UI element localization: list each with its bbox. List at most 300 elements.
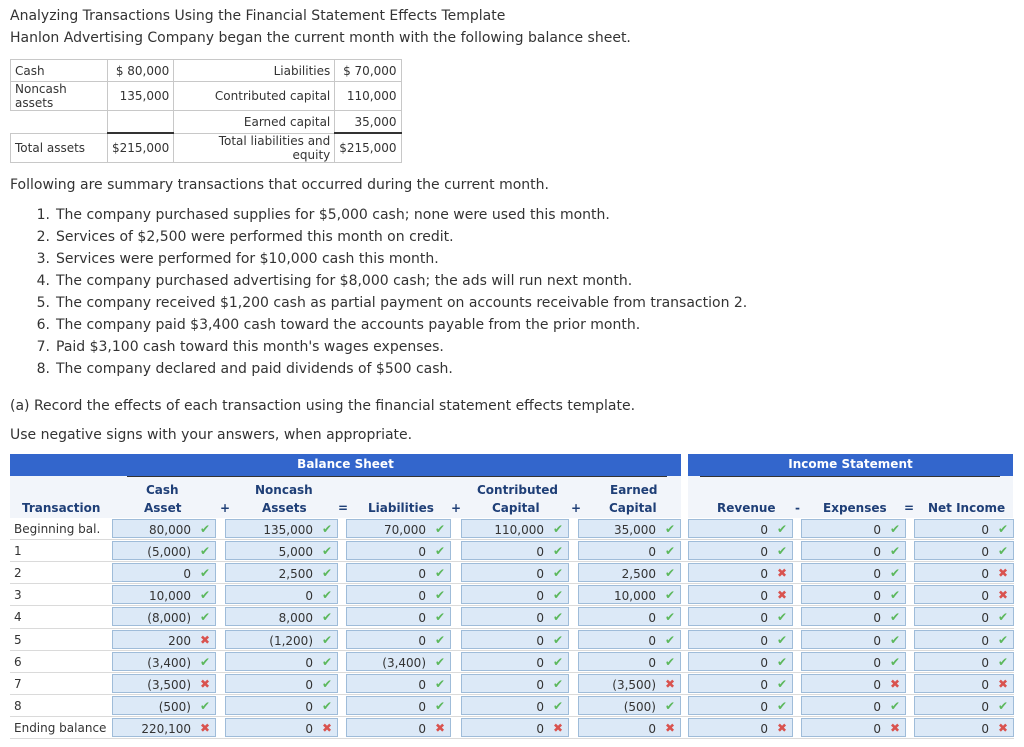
- check-icon: ✔: [434, 566, 445, 581]
- check-icon: ✔: [889, 588, 900, 603]
- ni-value: 0: [981, 567, 989, 582]
- bs-right-label: Earned capital: [174, 111, 335, 134]
- is-header-rule: [700, 476, 1000, 477]
- contrib-value: 0: [536, 633, 544, 648]
- rev-input[interactable]: [688, 652, 793, 671]
- check-icon: ✔: [199, 654, 210, 669]
- bs-left-value: 135,000: [108, 82, 174, 111]
- col-minus: -: [795, 501, 800, 515]
- exp-input[interactable]: [801, 696, 906, 715]
- contrib-input[interactable]: [461, 674, 569, 693]
- check-icon: ✔: [776, 522, 787, 536]
- income-statement-header: [688, 454, 1013, 476]
- row-label: 8: [14, 698, 22, 713]
- bs-left-value: $ 80,000: [108, 60, 174, 82]
- col-liabilities: Liabilities: [368, 501, 434, 515]
- transaction-number: 8.: [36, 361, 50, 377]
- contrib-input[interactable]: [461, 541, 569, 560]
- bs-left-label: [11, 111, 108, 134]
- liab-input[interactable]: [346, 674, 451, 693]
- liab-input[interactable]: [346, 541, 451, 560]
- check-icon: ✔: [434, 654, 445, 669]
- noncash-input[interactable]: [225, 652, 338, 671]
- ni-value: 0: [981, 677, 989, 692]
- bs-left-value: $215,000: [108, 133, 174, 162]
- ni-value: 0: [981, 655, 989, 670]
- check-icon: ✔: [997, 544, 1008, 559]
- earned-input[interactable]: [578, 519, 681, 538]
- earned-input[interactable]: [578, 541, 681, 560]
- col-cash-2: Asset: [144, 501, 182, 515]
- cash-input[interactable]: [112, 519, 216, 538]
- ni-input[interactable]: [914, 652, 1014, 671]
- transaction-item: [28, 314, 747, 336]
- earned-value: (500): [623, 699, 656, 714]
- noncash-value: 0: [305, 677, 313, 692]
- transaction-item: [28, 248, 747, 270]
- rev-value: 0: [760, 721, 768, 736]
- exp-value: 0: [873, 589, 881, 604]
- bs-right-value: $ 70,000: [335, 60, 401, 82]
- row-divider: [10, 672, 1014, 673]
- rev-input[interactable]: [688, 630, 793, 649]
- col-expenses: Expenses: [823, 501, 887, 515]
- rev-value: 0: [760, 677, 768, 692]
- check-icon: ✔: [321, 654, 332, 669]
- check-icon: ✔: [199, 522, 210, 536]
- liab-value: (3,400): [382, 655, 426, 670]
- bs-right-label: Total liabilities and equity: [174, 133, 335, 162]
- row-divider: [10, 738, 1014, 739]
- row-divider: [10, 561, 1014, 562]
- check-icon: ✔: [552, 676, 563, 691]
- transaction-number: 6.: [36, 317, 50, 333]
- x-icon: ✖: [997, 566, 1008, 581]
- check-icon: ✔: [434, 698, 445, 713]
- liab-input[interactable]: [346, 585, 451, 604]
- liab-input[interactable]: [346, 519, 451, 538]
- liab-value: 0: [418, 611, 426, 626]
- cash-input[interactable]: [112, 718, 216, 737]
- contrib-input[interactable]: [461, 563, 569, 582]
- check-icon: ✔: [997, 632, 1008, 647]
- contrib-input[interactable]: [461, 519, 569, 538]
- x-icon: ✖: [321, 720, 332, 735]
- ni-input[interactable]: [914, 585, 1014, 604]
- contrib-value: 0: [536, 589, 544, 604]
- contrib-input[interactable]: [461, 696, 569, 715]
- intro-text: Following are summary transactions that occurred during the current month.: [10, 177, 549, 193]
- bs-right-value: 35,000: [335, 111, 401, 134]
- contrib-value: 0: [536, 721, 544, 736]
- cash-value: (5,000): [147, 545, 191, 560]
- liab-input[interactable]: [346, 607, 451, 626]
- check-icon: ✔: [776, 544, 787, 559]
- check-icon: ✔: [997, 654, 1008, 669]
- liab-input[interactable]: [346, 563, 451, 582]
- transaction-item: [28, 358, 747, 380]
- bs-left-label: Noncash assets: [11, 82, 108, 111]
- bs-header-rule: [127, 476, 667, 477]
- rev-value: 0: [760, 633, 768, 648]
- liab-value: 0: [418, 589, 426, 604]
- transaction-number: 7.: [36, 339, 50, 355]
- exp-value: 0: [873, 567, 881, 582]
- liab-value: 0: [418, 721, 426, 736]
- check-icon: ✔: [664, 566, 675, 581]
- rev-input[interactable]: [688, 718, 793, 737]
- contrib-value: 0: [536, 699, 544, 714]
- earned-input[interactable]: [578, 630, 681, 649]
- bs-row: [11, 111, 402, 134]
- cash-input[interactable]: [112, 696, 216, 715]
- x-icon: ✖: [997, 676, 1008, 691]
- earned-value: 10,000: [614, 589, 656, 604]
- col-plus-1: +: [220, 501, 231, 515]
- transaction-item: [28, 270, 747, 292]
- ni-input[interactable]: [914, 563, 1014, 582]
- row-label: 6: [14, 654, 22, 669]
- earned-value: 2,500: [621, 567, 656, 582]
- row-label: 2: [14, 566, 22, 581]
- contrib-value: 0: [536, 567, 544, 582]
- cash-value: (3,400): [147, 655, 191, 670]
- noncash-value: 0: [305, 655, 313, 670]
- earned-value: (3,500): [612, 677, 656, 692]
- contrib-input[interactable]: [461, 630, 569, 649]
- noncash-input[interactable]: [225, 696, 338, 715]
- transaction-list: [28, 204, 747, 380]
- col-contrib-1: Contributed: [477, 483, 558, 497]
- rev-value: 0: [760, 523, 768, 537]
- ni-input[interactable]: [914, 674, 1014, 693]
- bs-row: [11, 60, 402, 82]
- earned-input[interactable]: [578, 674, 681, 693]
- exp-value: 0: [873, 677, 881, 692]
- row-label: Beginning bal.: [14, 522, 101, 536]
- noncash-value: 0: [305, 721, 313, 736]
- col-equals-2: =: [904, 501, 915, 515]
- earned-value: 0: [648, 611, 656, 626]
- transaction-text: The company received $1,200 cash as partial payment on accounts receivable from transaction 2.: [56, 295, 748, 311]
- contrib-input[interactable]: [461, 585, 569, 604]
- cash-input[interactable]: [112, 563, 216, 582]
- contrib-value: 0: [536, 677, 544, 692]
- check-icon: ✔: [889, 522, 900, 536]
- check-icon: ✔: [552, 566, 563, 581]
- row-label: 1: [14, 544, 22, 559]
- col-equals-1: =: [338, 501, 349, 515]
- contrib-value: 0: [536, 611, 544, 626]
- row-label: Ending balance: [14, 720, 107, 735]
- transaction-text: Services were performed for $10,000 cash this month.: [56, 251, 439, 267]
- noncash-input[interactable]: [225, 585, 338, 604]
- check-icon: ✔: [664, 654, 675, 669]
- ni-value: 0: [981, 721, 989, 736]
- x-icon: ✖: [776, 566, 787, 581]
- liab-value: 0: [418, 677, 426, 692]
- page-subtitle: Hanlon Advertising Company began the current month with the following balance sheet.: [10, 30, 631, 46]
- bs-left-label: Cash: [11, 60, 108, 82]
- check-icon: ✔: [552, 632, 563, 647]
- col-earned-2: Capital: [609, 501, 657, 515]
- transaction-number: 4.: [36, 273, 50, 289]
- cash-value: (500): [158, 699, 191, 714]
- noncash-input[interactable]: [225, 607, 338, 626]
- rev-input[interactable]: [688, 607, 793, 626]
- x-icon: ✖: [776, 720, 787, 735]
- exp-input[interactable]: [801, 541, 906, 560]
- earned-value: 0: [648, 633, 656, 648]
- exp-input[interactable]: [801, 519, 906, 538]
- noncash-input[interactable]: [225, 563, 338, 582]
- row-divider: [10, 628, 1014, 629]
- noncash-input[interactable]: [225, 519, 338, 538]
- cash-input[interactable]: [112, 652, 216, 671]
- ni-input[interactable]: [914, 718, 1014, 737]
- ni-value: 0: [981, 523, 989, 537]
- row-divider: [10, 605, 1014, 606]
- exp-value: 0: [873, 523, 881, 537]
- rev-input[interactable]: [688, 541, 793, 560]
- contrib-value: 110,000: [494, 523, 544, 537]
- ni-input[interactable]: [914, 696, 1014, 715]
- check-icon: ✔: [552, 544, 563, 559]
- noncash-input[interactable]: [225, 630, 338, 649]
- liab-input[interactable]: [346, 630, 451, 649]
- cash-input[interactable]: [112, 585, 216, 604]
- ni-input[interactable]: [914, 630, 1014, 649]
- check-icon: ✔: [199, 698, 210, 713]
- transaction-text: The company purchased advertising for $8,000 cash; the ads will run next month.: [56, 273, 633, 289]
- noncash-input[interactable]: [225, 674, 338, 693]
- rev-input[interactable]: [688, 585, 793, 604]
- instruction-a: (a) Record the effects of each transaction using the financial statement effects template.: [10, 398, 636, 414]
- row-divider: [10, 539, 1014, 540]
- contrib-input[interactable]: [461, 652, 569, 671]
- cash-input[interactable]: [112, 541, 216, 560]
- check-icon: ✔: [321, 566, 332, 581]
- cash-input[interactable]: [112, 674, 216, 693]
- earned-input[interactable]: [578, 563, 681, 582]
- check-icon: ✔: [889, 632, 900, 647]
- x-icon: ✖: [664, 720, 675, 735]
- ni-input[interactable]: [914, 607, 1014, 626]
- exp-value: 0: [873, 699, 881, 714]
- x-icon: ✖: [664, 676, 675, 691]
- earned-input[interactable]: [578, 607, 681, 626]
- x-icon: ✖: [889, 720, 900, 735]
- check-icon: ✔: [321, 610, 332, 625]
- rev-input[interactable]: [688, 519, 793, 538]
- cash-input[interactable]: [112, 607, 216, 626]
- cash-value: 0: [183, 567, 191, 582]
- bs-left-label: Total assets: [11, 133, 108, 162]
- bs-right-label: Liabilities: [174, 60, 335, 82]
- ni-value: 0: [981, 633, 989, 648]
- earned-value: 0: [648, 721, 656, 736]
- liab-input[interactable]: [346, 718, 451, 737]
- exp-input[interactable]: [801, 607, 906, 626]
- check-icon: ✔: [552, 698, 563, 713]
- x-icon: ✖: [776, 588, 787, 603]
- col-contrib-2: Capital: [492, 501, 540, 515]
- col-noncash-2: Assets: [262, 501, 307, 515]
- col-plus-2: +: [451, 501, 462, 515]
- noncash-value: 0: [305, 589, 313, 604]
- rev-input[interactable]: [688, 696, 793, 715]
- x-icon: ✖: [199, 632, 210, 647]
- col-earned-1: Earned: [610, 483, 658, 497]
- check-icon: ✔: [664, 632, 675, 647]
- noncash-input[interactable]: [225, 541, 338, 560]
- check-icon: ✔: [321, 632, 332, 647]
- check-icon: ✔: [997, 698, 1008, 713]
- check-icon: ✔: [434, 544, 445, 559]
- check-icon: ✔: [776, 610, 787, 625]
- exp-value: 0: [873, 611, 881, 626]
- check-icon: ✔: [776, 698, 787, 713]
- liab-input[interactable]: [346, 696, 451, 715]
- contrib-input[interactable]: [461, 718, 569, 737]
- check-icon: ✔: [321, 588, 332, 603]
- check-icon: ✔: [552, 522, 563, 536]
- exp-input[interactable]: [801, 674, 906, 693]
- exp-value: 0: [873, 721, 881, 736]
- balance-sheet-header: [10, 454, 681, 476]
- check-icon: ✔: [889, 544, 900, 559]
- exp-input[interactable]: [801, 630, 906, 649]
- bs-row: [11, 82, 402, 111]
- check-icon: ✔: [321, 544, 332, 559]
- instruction-b: Use negative signs with your answers, when appropriate.: [10, 427, 413, 443]
- check-icon: ✔: [552, 654, 563, 669]
- transaction-number: 5.: [36, 295, 50, 311]
- transaction-text: The company purchased supplies for $5,000 cash; none were used this month.: [56, 207, 610, 223]
- check-icon: ✔: [552, 588, 563, 603]
- cash-value: 10,000: [149, 589, 191, 604]
- cash-value: 220,100: [141, 721, 191, 736]
- earned-input[interactable]: [578, 652, 681, 671]
- rev-value: 0: [760, 655, 768, 670]
- check-icon: ✔: [321, 676, 332, 691]
- x-icon: ✖: [199, 676, 210, 691]
- row-divider: [10, 650, 1014, 651]
- check-icon: ✔: [889, 566, 900, 581]
- cash-input[interactable]: [112, 630, 216, 649]
- x-icon: ✖: [889, 676, 900, 691]
- opening-balance-sheet: [10, 59, 402, 163]
- balance-sheet-label: Balance Sheet: [297, 457, 394, 471]
- cash-value: (8,000): [147, 611, 191, 626]
- bs-right-label: Contributed capital: [174, 82, 335, 111]
- contrib-value: 0: [536, 545, 544, 560]
- rev-input[interactable]: [688, 674, 793, 693]
- exp-input[interactable]: [801, 652, 906, 671]
- liab-input[interactable]: [346, 652, 451, 671]
- exp-input[interactable]: [801, 563, 906, 582]
- noncash-input[interactable]: [225, 718, 338, 737]
- noncash-value: 5,000: [278, 545, 313, 560]
- row-divider: [10, 694, 1014, 695]
- check-icon: ✔: [776, 676, 787, 691]
- check-icon: ✔: [321, 698, 332, 713]
- ni-value: 0: [981, 545, 989, 560]
- exp-input[interactable]: [801, 718, 906, 737]
- check-icon: ✔: [199, 588, 210, 603]
- noncash-value: 2,500: [278, 567, 313, 582]
- earned-input[interactable]: [578, 696, 681, 715]
- row-divider: [10, 583, 1014, 584]
- cash-value: 80,000: [149, 523, 191, 537]
- check-icon: ✔: [434, 610, 445, 625]
- cash-value: 200: [168, 633, 191, 648]
- bs-right-value: $215,000: [335, 133, 401, 162]
- rev-input[interactable]: [688, 563, 793, 582]
- cash-value: (3,500): [147, 677, 191, 692]
- transaction-text: Services of $2,500 were performed this month on credit.: [56, 229, 454, 245]
- check-icon: ✔: [664, 588, 675, 603]
- check-icon: ✔: [552, 610, 563, 625]
- earned-value: 0: [648, 655, 656, 670]
- earned-input[interactable]: [578, 585, 681, 604]
- liab-value: 0: [418, 567, 426, 582]
- rev-value: 0: [760, 545, 768, 560]
- col-cash-1: Cash: [146, 483, 179, 497]
- earned-value: 35,000: [614, 523, 656, 537]
- check-icon: ✔: [664, 698, 675, 713]
- x-icon: ✖: [997, 588, 1008, 603]
- col-plus-3: +: [571, 501, 582, 515]
- col-noncash-1: Noncash: [255, 483, 313, 497]
- earned-input[interactable]: [578, 718, 681, 737]
- transaction-item: [28, 226, 747, 248]
- earned-value: 0: [648, 545, 656, 560]
- contrib-input[interactable]: [461, 607, 569, 626]
- transaction-item: [28, 204, 747, 226]
- transaction-item: [28, 336, 747, 358]
- ni-value: 0: [981, 589, 989, 604]
- col-revenue: Revenue: [717, 501, 776, 515]
- exp-input[interactable]: [801, 585, 906, 604]
- check-icon: ✔: [997, 610, 1008, 625]
- check-icon: ✔: [889, 654, 900, 669]
- check-icon: ✔: [434, 588, 445, 603]
- row-label: 4: [14, 610, 22, 625]
- check-icon: ✔: [199, 610, 210, 625]
- liab-value: 0: [418, 699, 426, 714]
- liab-value: 0: [418, 545, 426, 560]
- transaction-text: The company paid $3,400 cash toward the accounts payable from the prior month.: [56, 317, 641, 333]
- rev-value: 0: [760, 589, 768, 604]
- check-icon: ✔: [434, 632, 445, 647]
- check-icon: ✔: [434, 522, 445, 536]
- row-divider: [10, 716, 1014, 717]
- x-icon: ✖: [552, 720, 563, 735]
- check-icon: ✔: [434, 676, 445, 691]
- ni-input[interactable]: [914, 541, 1014, 560]
- transaction-number: 3.: [36, 251, 50, 267]
- check-icon: ✔: [776, 632, 787, 647]
- transaction-text: The company declared and paid dividends of $500 cash.: [56, 361, 453, 377]
- exp-value: 0: [873, 545, 881, 560]
- ni-input[interactable]: [914, 519, 1014, 538]
- check-icon: ✔: [199, 566, 210, 581]
- check-icon: ✔: [199, 544, 210, 559]
- rev-value: 0: [760, 699, 768, 714]
- check-icon: ✔: [664, 522, 675, 536]
- rev-value: 0: [760, 567, 768, 582]
